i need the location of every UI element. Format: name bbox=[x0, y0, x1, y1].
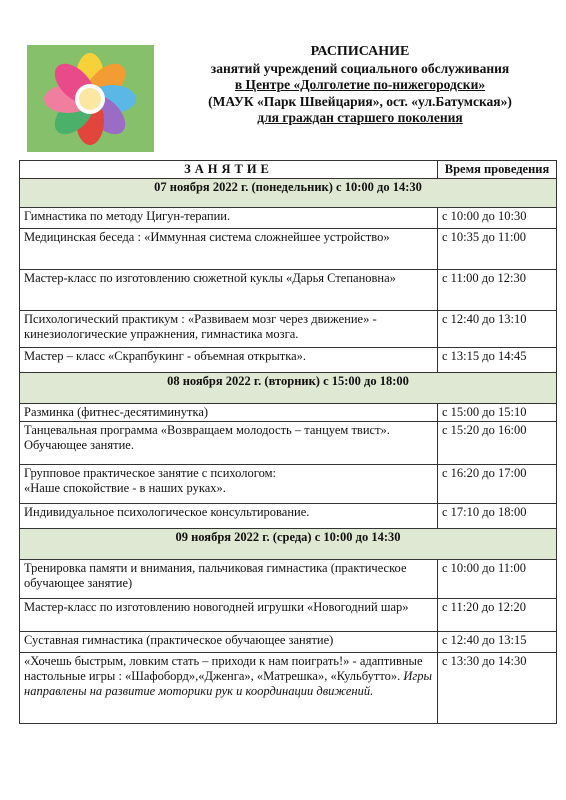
time-cell: с 16:20 до 17:00 bbox=[438, 465, 557, 504]
day-heading: 09 ноября 2022 г. (среда) с 10:00 до 14:30 bbox=[20, 529, 557, 560]
time-cell: с 11:20 до 12:20 bbox=[438, 599, 557, 632]
header-location: (МАУК «Парк Швейцария», ост. «ул.Батумская») bbox=[208, 93, 512, 109]
activity-line: Групповое практическое занятие с психологом: bbox=[24, 466, 276, 480]
header-center-name: в Центре «Долголетие по-нижегородски» bbox=[234, 77, 486, 92]
table-row bbox=[20, 632, 557, 653]
activity-cell: Мастер – класс «Скрапбукинг - объемная открытка». bbox=[20, 348, 438, 373]
table-row bbox=[20, 599, 557, 632]
time-cell: с 15:00 до 15:10 bbox=[438, 404, 557, 422]
time-cell: с 15:20 до 16:00 bbox=[438, 422, 557, 465]
time-cell: с 12:40 до 13:15 bbox=[438, 632, 557, 653]
activity-text: «Хочешь быстрым, ловким стать – приходи к нам поиграть!» - адаптивные настольные игры : «Шафоборд»,«Дженга», «Матрешка», «Кульбутто». bbox=[24, 654, 423, 683]
table-row bbox=[20, 653, 557, 724]
activity-cell: Мастер-класс по изготовлению сюжетной куклы «Дарья Степановна» bbox=[20, 270, 438, 311]
activity-cell bbox=[20, 653, 438, 724]
time-cell: с 10:00 до 10:30 bbox=[438, 208, 557, 229]
time-cell: с 10:00 до 11:00 bbox=[438, 560, 557, 599]
activity-cell: Медицинская беседа : «Иммунная система сложнейшее устройство» bbox=[20, 229, 438, 270]
time-cell: с 17:10 до 18:00 bbox=[438, 504, 557, 529]
table-row bbox=[20, 229, 557, 270]
day-heading-row bbox=[20, 529, 557, 560]
center-logo bbox=[27, 45, 154, 152]
time-cell: с 12:40 до 13:10 bbox=[438, 311, 557, 348]
header-audience: для граждан старшего поколения bbox=[257, 110, 463, 125]
activity-cell: Тренировка памяти и внимания, пальчиковая гимнастика (практическое обучающее занятие) bbox=[20, 560, 438, 599]
day-heading: 07 ноября 2022 г. (понедельник) с 10:00 до 14:30 bbox=[20, 179, 557, 208]
activity-cell bbox=[20, 465, 438, 504]
table-row bbox=[20, 270, 557, 311]
table-header-row bbox=[20, 161, 557, 179]
activity-cell: Танцевальная программа «Возвращаем молодость – танцуем твист». Обучающее занятие. bbox=[20, 422, 438, 465]
activity-line: «Наше спокойствие - в наших руках». bbox=[24, 481, 226, 495]
table-row bbox=[20, 465, 557, 504]
activity-cell: Суставная гимнастика (практическое обучающее занятие) bbox=[20, 632, 438, 653]
header-subtitle: занятий учреждений социального обслуживания bbox=[210, 60, 510, 76]
table-row bbox=[20, 404, 557, 422]
schedule-header bbox=[160, 44, 560, 127]
table-row bbox=[20, 208, 557, 229]
activity-cell: Мастер-класс по изготовлению новогодней игрушки «Новогодний шар» bbox=[20, 599, 438, 632]
table-row bbox=[20, 311, 557, 348]
schedule-table bbox=[19, 160, 557, 724]
activity-cell: Индивидуальное психологическое консультирование. bbox=[20, 504, 438, 529]
time-cell: с 13:15 до 14:45 bbox=[438, 348, 557, 373]
column-header-time: Время проведения bbox=[438, 161, 557, 179]
table-row bbox=[20, 560, 557, 599]
time-cell: с 11:00 до 12:30 bbox=[438, 270, 557, 311]
column-header-activity: ЗАНЯТИЕ bbox=[20, 161, 438, 179]
activity-cell: Психологический практикум : «Развиваем мозг через движение» - кинезиологические упражнения, гимнастика мозга. bbox=[20, 311, 438, 348]
table-row bbox=[20, 422, 557, 465]
table-row bbox=[20, 348, 557, 373]
activity-cell: Гимнастика по методу Цигун-терапии. bbox=[20, 208, 438, 229]
page-title: РАСПИСАНИЕ bbox=[310, 44, 410, 59]
activity-note: Игры направлены на развитие моторики рук и координации движений. bbox=[24, 669, 433, 698]
flower-logo-icon bbox=[27, 45, 154, 152]
table-row bbox=[20, 504, 557, 529]
day-heading: 08 ноября 2022 г. (вторник) с 15:00 до 18:00 bbox=[20, 373, 557, 404]
time-cell: с 13:30 до 14:30 bbox=[438, 653, 557, 724]
day-heading-row bbox=[20, 179, 557, 208]
activity-cell: Разминка (фитнес-десятиминутка) bbox=[20, 404, 438, 422]
time-cell: с 10:35 до 11:00 bbox=[438, 229, 557, 270]
day-heading-row bbox=[20, 373, 557, 404]
